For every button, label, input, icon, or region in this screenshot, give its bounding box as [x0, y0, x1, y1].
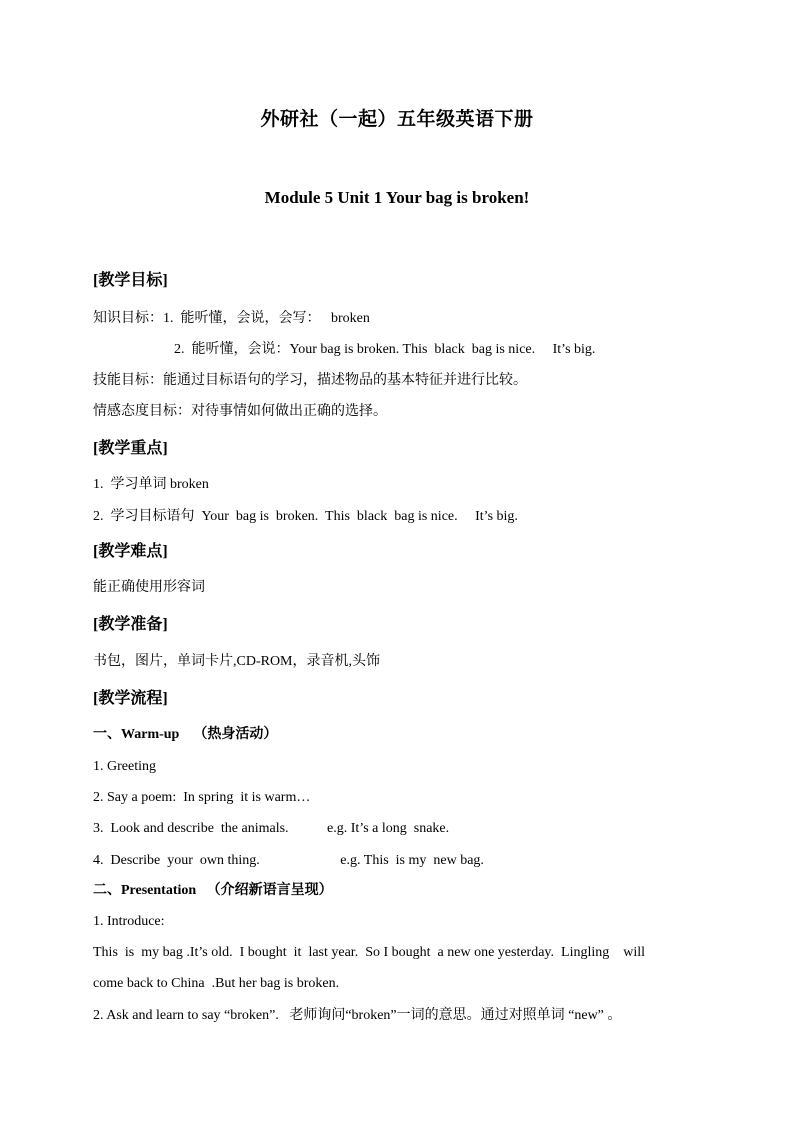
- section-heading-process: [教学流程]: [93, 690, 168, 707]
- presentation-step-1: 1. Introduce:: [93, 914, 165, 929]
- presentation-text-line-2: come back to China .But her bag is broken.: [93, 976, 340, 991]
- objective-emotion: 情感态度目标：对待事情如何做出正确的选择。: [93, 404, 387, 419]
- objective-skill: 技能目标：能通过目标语句的学习，描述物品的基本特征并进行比较。: [93, 373, 527, 388]
- document-title: 外研社（一起）五年级英语下册: [260, 109, 534, 130]
- warmup-step-4: 4. Describe your own thing. e.g. This is my new bag.: [93, 853, 484, 868]
- key-point-2: 2. 学习目标语句 Your bag is broken. This black bag is nice. It’s big.: [93, 509, 518, 524]
- section-heading-difficulties: [教学难点]: [93, 543, 168, 560]
- warmup-step-3: 3. Look and describe the animals. e.g. It’s a long snake.: [93, 821, 450, 836]
- document-subtitle: Module 5 Unit 1 Your bag is broken!: [264, 188, 530, 207]
- presentation-heading: 二、Presentation （介绍新语言呈现）: [93, 883, 333, 898]
- objective-knowledge-2: 2. 能听懂，会说：Your bag is broken. This black bag is nice. It’s big.: [174, 342, 596, 357]
- presentation-step-2: 2. Ask and learn to say “broken”. 老师询问“broken”一词的意思。通过对照单词 “new” 。: [93, 1008, 622, 1023]
- warmup-step-1: 1. Greeting: [93, 759, 156, 774]
- warmup-heading: 一、Warm-up （热身活动）: [93, 727, 278, 742]
- presentation-text-line-1: This is my bag .It’s old. I bought it last year. So I bought a new one yesterday. Lingling will: [93, 945, 646, 960]
- key-point-1: 1. 学习单词 broken: [93, 477, 209, 492]
- preparation-1: 书包，图片，单词卡片,CD-ROM，录音机,头饰: [93, 654, 381, 669]
- section-heading-preparation: [教学准备]: [93, 616, 168, 633]
- section-heading-objectives: [教学目标]: [93, 272, 168, 289]
- warmup-step-2: 2. Say a poem: In spring it is warm…: [93, 790, 311, 805]
- difficulty-1: 能正确使用形容词: [93, 580, 205, 595]
- objective-knowledge-1: 知识目标：1. 能听懂，会说，会写： broken: [93, 311, 370, 326]
- section-heading-key-points: [教学重点]: [93, 440, 168, 457]
